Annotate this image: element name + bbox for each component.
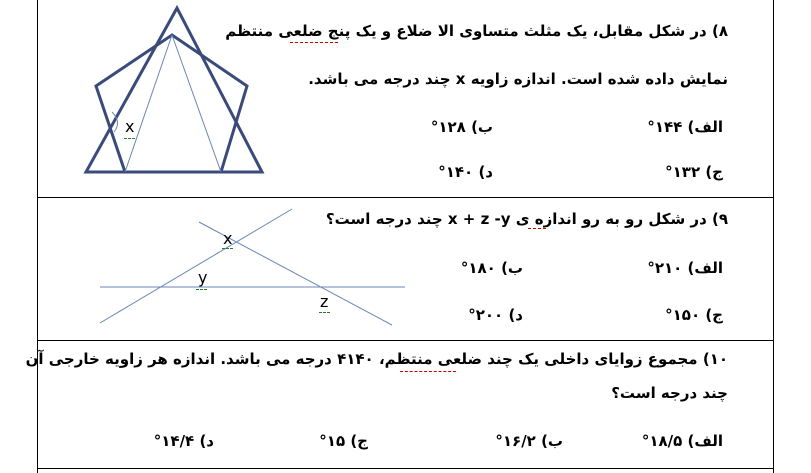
q9-y-label: y [198, 268, 208, 287]
q9-x-label: x [223, 229, 233, 248]
q8-option-a: الف) ۱۴۴° [647, 118, 723, 136]
q9-option-c: ج) ۱۵۰° [665, 306, 723, 324]
q9-option-d: د) ۲۰۰° [468, 306, 523, 324]
q8-label-squiggle [124, 138, 135, 139]
q10-option-a: الف) ۱۸/۵° [641, 432, 723, 450]
q8-spell-underline-1 [290, 42, 338, 43]
q8-text-line1: ۸) در شکل مقابل، یک مثلث متساوی الا ضلاع و یک پنج ضلعی منتظم [225, 22, 728, 40]
q8-option-b: ب) ۱۲۸° [430, 118, 493, 136]
q10-text-line2: چند درجه است؟ [611, 384, 728, 402]
q9-z-squiggle [319, 312, 330, 313]
q9-spell-underline-1 [528, 228, 546, 229]
q9-text-line1: ۹) در شکل رو به رو اندازه ی x + z -y چند درجه است؟ [325, 210, 728, 228]
q10-option-c: ج) ۱۵° [319, 432, 368, 450]
q9-line-descending [100, 209, 292, 323]
q10-spell-underline-1 [400, 371, 456, 372]
q8-option-d: د) ۱۴۰° [438, 163, 493, 181]
pentagon-diagonal-left [125, 35, 172, 172]
q10-option-d: د) ۱۴/۴° [153, 432, 214, 450]
q9-x-squiggle [222, 248, 233, 249]
regular-pentagon [96, 35, 247, 172]
pentagon-diagonal-right [172, 35, 221, 172]
q8-angle-x-label: x [125, 117, 135, 136]
q8-text-line2: نمایش داده شده است. اندازه زاویه x چند درجه می باشد. [308, 70, 728, 88]
q9-option-b: ب) ۱۸۰° [460, 259, 523, 277]
q10-option-b: ب) ۱۶/۲° [495, 432, 563, 450]
q9-option-a: الف) ۲۱۰° [647, 259, 723, 277]
q8-option-c: ج) ۱۳۲° [665, 163, 723, 181]
q9-y-squiggle [196, 289, 207, 290]
q10-text-line1: ۱۰) مجموع زوایای داخلی یک چند ضلعی منتظم، ۴۱۴۰ درجه می باشد. اندازه هر زاویه خارجی آن [25, 350, 728, 368]
q9-z-label: z [320, 292, 329, 311]
